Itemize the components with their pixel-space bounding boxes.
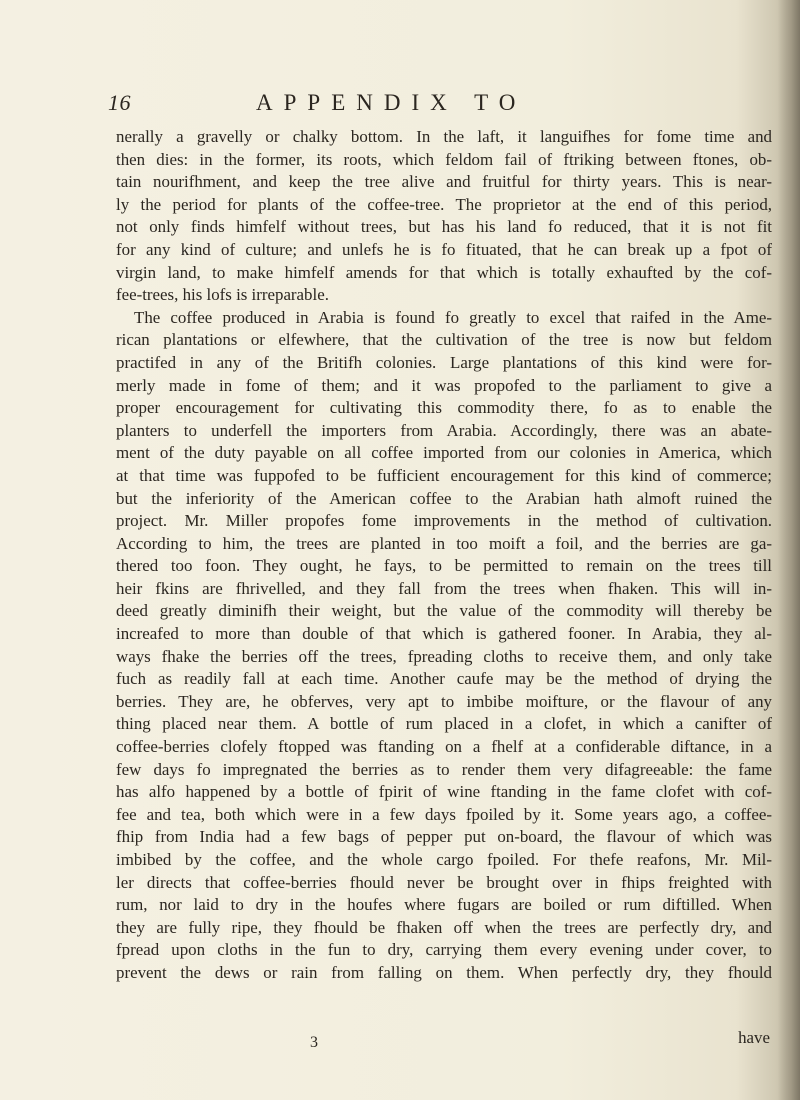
paragraph-start-line: The coffee produced in Arabia is found fo greatly to excel that raifed in the Ame- [134, 307, 772, 327]
text-line: berries. They are, he obferves, very apt to imbibe moifture, or the flavour of any [116, 691, 772, 711]
text-line: imbibed by the coffee, and the whole cargo fpoiled. For thefe reafons, Mr. Mil- [116, 850, 772, 869]
text-line: fuch as readily fall at each time. Another caufe may be the method of drying the [116, 669, 772, 689]
page-header [108, 90, 768, 120]
signature-mark: 3 [310, 1034, 318, 1051]
text-line: practifed in any of the Britifh colonies. Large plantations of this kind were for- [116, 352, 772, 372]
text-line: but the inferiority of the American coffee to the Arabian hath almoft ruined the [116, 488, 772, 508]
text-line: tain nourifhment, and keep the tree alive and fruitful for thirty years. This is near- [116, 172, 772, 192]
text-line: ler directs that coffee-berries fhould never be brought over in fhips freighted with [116, 872, 772, 892]
text-line: then dies: in the former, its roots, which feldom fail of ftriking between ftones, ob- [116, 149, 772, 169]
text-line: fee and tea, both which were in a few days fpoiled by it. Some years ago, a coffee- [116, 804, 772, 824]
text-line: not only finds himfelf without trees, but has his land fo reduced, that it is not fit [116, 217, 772, 237]
text-line: thing placed near them. A bottle of rum placed in a clofet, in which a canifter of [116, 714, 772, 734]
text-line: few days fo impregnated the berries as to render them very difagreeable: the fame [116, 759, 772, 779]
text-line: fee-trees, his lofs is irreparable. [116, 285, 329, 305]
catchword: have [738, 1028, 770, 1047]
running-title: APPENDIX TO [256, 90, 527, 115]
page-footer [116, 1028, 772, 1060]
text-line: ways fhake the berries off the trees, fpreading cloths to receive them, and only take [116, 646, 772, 666]
text-line: nerally a gravelly or chalky bottom. In the laft, it languifhes for fome time and [116, 127, 772, 146]
text-line: coffee-berries clofely ftopped was ftanding on a fhelf at a confiderable diftance, in a [116, 737, 772, 757]
page-edge-shadow [778, 0, 800, 1100]
text-line: prevent the dews or rain from falling on them. When perfectly dry, they fhould [116, 962, 772, 982]
text-line: at that time was fuppofed to be fufficient encouragement for this kind of commerce; [116, 465, 772, 485]
text-line: thered too foon. They ought, he fays, to be permitted to remain on the trees till [116, 556, 772, 576]
page-number: 16 [108, 90, 131, 115]
text-line: ly the period for plants of the coffee-tree. The proprietor at the end of this period, [116, 194, 772, 214]
text-line: increafed to more than double of that which is gathered fooner. In Arabia, they al- [116, 624, 772, 644]
text-line: heir fkins are fhrivelled, and they fall from the trees when fhaken. This will in- [116, 578, 772, 598]
text-line: for any kind of culture; and unlefs he is fo fituated, that he can break up a fpot of [116, 239, 772, 259]
text-line: has alfo happened by a bottle of fpirit of wine ftanding in the fame clofet with cof- [116, 782, 772, 802]
text-line: fpread upon cloths in the fun to dry, carrying them every evening under cover, to [116, 940, 772, 960]
text-line: fhip from India had a few bags of pepper put on-board, the flavour of which was [116, 827, 772, 847]
text-line: rican plantations or elfewhere, that the cultivation of the tree is now but feldom [116, 330, 772, 350]
text-line: deed greatly diminifh their weight, but the value of the commodity will thereby be [116, 601, 772, 621]
text-line: virgin land, to make himfelf amends for that which is totally exhaufted by the cof- [116, 262, 772, 282]
text-line: project. Mr. Miller propofes fome improvements in the method of cultivation. [116, 511, 772, 531]
text-line: they are fully ripe, they fhould be fhaken off when the trees are perfectly dry, and [116, 917, 772, 937]
text-line: proper encouragement for cultivating this commodity there, fo as to enable the [116, 398, 772, 418]
text-line: planters to underfell the importers from Arabia. Accordingly, there was an abate- [116, 420, 772, 440]
text-line: According to him, the trees are planted in too moift a foil, and the berries are ga- [116, 533, 772, 553]
body-text [116, 126, 772, 985]
text-line: rum, nor laid to dry in the houfes where fugars are boiled or rum diftilled. When [116, 895, 772, 915]
text-line: ment of the duty payable on all coffee imported from our colonies in America, which [116, 443, 772, 463]
text-line: merly made in fome of them; and it was propofed to the parliament to give a [116, 375, 772, 395]
